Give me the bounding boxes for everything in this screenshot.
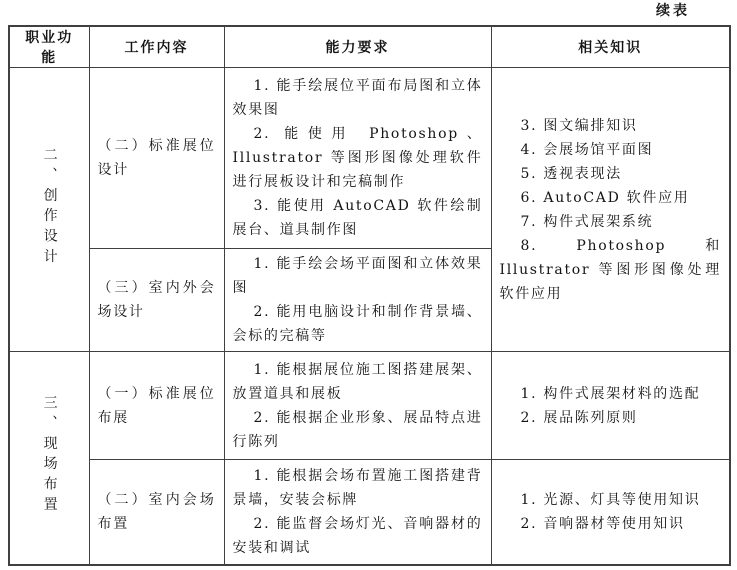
ability-item: 2. 能监督会场灯光、音响器材的安装和调试: [232, 515, 483, 556]
knowledge-item: 1. 构件式展架材料的选配: [520, 385, 701, 402]
knowledge-item: 7. 构件式展架系统: [520, 213, 654, 230]
ability-item: 1. 能手绘展位平面布局图和立体效果图: [232, 78, 483, 118]
knowledge-item: 4. 会展场馆平面图: [520, 141, 654, 158]
cell-work-indoor-outdoor-venue-design: [89, 249, 224, 352]
cell-work-standard-booth-setup: [89, 352, 224, 460]
knowledge-item: 3. 图文编排知识: [520, 117, 638, 134]
continued-table-label: 续表: [656, 3, 690, 19]
knowledge-item: 1. 光源、灯具等使用知识: [520, 491, 701, 508]
header-cell-function: 职业功能: [9, 26, 89, 68]
knowledge-item: 2. 展品陈列原则: [520, 409, 638, 426]
ability-item: 1. 能根据会场布置施工图搭建背景墙，安装会标牌: [232, 467, 483, 508]
ability-item: 2. 能用电脑设计和制作背景墙、会标的完稿等: [232, 304, 483, 344]
header-row: [9, 26, 730, 68]
row-standard-booth-setup: [9, 352, 730, 460]
cell-ability-standard-booth-setup: [224, 352, 491, 460]
cell-function-site-arrangement: [9, 352, 89, 565]
ability-item: 2. 能根据企业形象、展品特点进行陈列: [232, 409, 483, 450]
ability-item: 1. 能手绘会场平面图和立体效果图: [232, 256, 483, 296]
ability-item: 1. 能根据展位施工图搭建展架、放置道具和展板: [232, 361, 483, 402]
cell-knowledge-creative-design: [491, 68, 730, 352]
header-cell-ability: 能力要求: [224, 26, 491, 68]
header-cell-knowledge: 相关知识: [491, 26, 730, 68]
knowledge-item: 5. 透视表现法: [520, 165, 622, 182]
cell-function-creative-design: [9, 68, 89, 352]
cell-knowledge-standard-booth-setup: [491, 352, 730, 460]
cell-work-standard-booth-design: [89, 68, 224, 249]
knowledge-item: 8. Photoshop 和 Illustrator 等图形图像处理软件应用: [499, 237, 721, 302]
work-label: （二）室内会场布置: [97, 491, 216, 532]
cell-ability-indoor-venue-arrangement: [224, 460, 491, 565]
function-label-creative-design: 二、创作设计: [41, 146, 58, 269]
knowledge-item: 6. AutoCAD 软件应用: [520, 189, 690, 206]
knowledge-item: 2. 音响器材等使用知识: [520, 515, 685, 532]
cell-knowledge-indoor-venue-arrangement: [491, 460, 730, 565]
row-standard-booth-design: [9, 68, 730, 249]
cell-ability-indoor-outdoor-venue-design: [224, 249, 491, 352]
work-label: （一）标准展位布展: [97, 385, 216, 426]
work-label: （二）标准展位设计: [97, 138, 216, 178]
cell-work-indoor-venue-arrangement: [89, 460, 224, 565]
ability-item: 3. 能使用 AutoCAD 软件绘制展台、道具制作图: [232, 198, 483, 238]
work-label: （三）室内外会场设计: [97, 280, 216, 320]
ability-item: 2. 能使用 Photoshop、Illustrator 等图形图像处理软件进行展板设计和完稿制作: [232, 126, 483, 190]
header-cell-work: 工作内容: [89, 26, 224, 68]
function-label-site-arrangement: 三、现场布置: [41, 394, 58, 517]
row-indoor-venue-arrangement: [9, 460, 730, 565]
skills-table: [8, 25, 731, 566]
cell-ability-standard-booth-design: [224, 68, 491, 249]
